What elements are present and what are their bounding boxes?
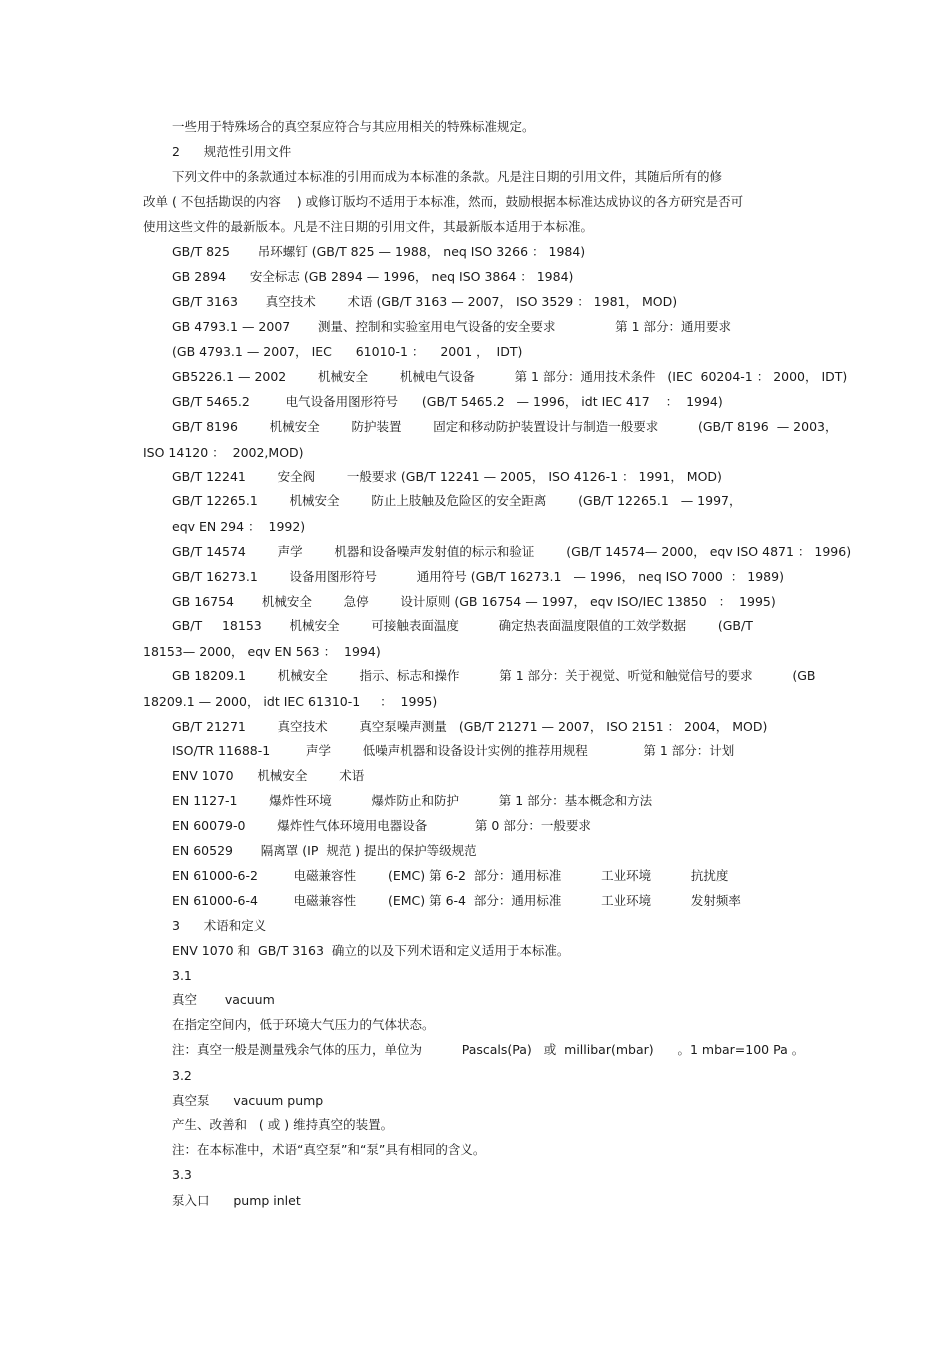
reference-line: GB/T 12265.1 机械安全 防止上肢触及危险区的安全距离 (GB/T 12265.1 — 1997， [172, 493, 742, 508]
term-note: 注：真空一般是测量残余气体的压力，单位为 Pascals(Pa) 或 millibar(mbar) 。1 mbar=100 Pa 。 [172, 1042, 805, 1057]
reference-line: EN 60529 隔离罩 (IP 规范 ) 提出的保护等级规范 [172, 843, 477, 858]
reference-line: ISO/TR 11688-1 声学 低噪声机器和设备设计实例的推荐用规程 第 1 部分：计划 [172, 743, 735, 758]
reference-line: GB/T 3163 真空技术 术语 (GB/T 3163 — 2007， ISO 3529 ： 1981， MOD) [172, 294, 678, 309]
section-heading: 2 规范性引用文件 [172, 144, 292, 159]
term-title: 泵入口 pump inlet [172, 1193, 301, 1208]
text-line: ENV 1070 和 GB/T 3163 确立的以及下列术语和定义适用于本标准。 [172, 943, 570, 958]
reference-line: GB 2894 安全标志 (GB 2894 — 1996， neq ISO 3864 ： 1984) [172, 269, 574, 284]
reference-line: 18153— 2000， eqv EN 563 ： 1994) [143, 644, 381, 659]
term-note: 注：在本标准中，术语“真空泵”和“泵”具有相同的含义。 [172, 1142, 486, 1157]
reference-line: (GB 4793.1 — 2007， IEC 61010-1 ： 2001 ， IDT) [172, 344, 523, 359]
reference-line: GB 4793.1 — 2007 测量、控制和实验室用电气设备的安全要求 第 1 部分：通用要求 [172, 319, 732, 334]
term-definition: 在指定空间内，低于环境大气压力的气体状态。 [172, 1017, 435, 1032]
reference-line: GB/T 16273.1 设备用图形符号 通用符号 (GB/T 16273.1 — 1996， neq ISO 7000 ： 1989) [172, 569, 784, 584]
term-number: 3.2 [172, 1068, 192, 1083]
reference-line: GB/T 8196 机械安全 防护装置 固定和移动防护装置设计与制造一般要求 (GB/T 8196 — 2003， [172, 419, 838, 434]
reference-line: GB 16754 机械安全 急停 设计原则 (GB 16754 — 1997， eqv ISO/IEC 13850 ： 1995) [172, 594, 776, 609]
term-number: 3.3 [172, 1167, 192, 1182]
reference-line: GB/T 18153 机械安全 可接触表面温度 确定热表面温度限值的工效学数据 (GB/T [172, 618, 753, 633]
text-line: 使用这些文件的最新版本。凡是不注日期的引用文件，其最新版本适用于本标准。 [143, 219, 594, 234]
term-number: 3.1 [172, 968, 192, 983]
reference-line: GB 18209.1 机械安全 指示、标志和操作 第 1 部分：关于视觉、听觉和触觉信号的要求 (GB [172, 668, 816, 683]
reference-line: GB/T 5465.2 电气设备用图形符号 (GB/T 5465.2 — 1996， idt IEC 417 ： 1994) [172, 394, 723, 409]
term-title: 真空泵 vacuum pump [172, 1093, 324, 1108]
term-definition: 产生、改善和 ( 或 ) 维持真空的装置。 [172, 1117, 394, 1132]
reference-line: EN 61000-6-4 电磁兼容性 (EMC) 第 6-4 部分：通用标准 工业环境 发射频率 [172, 893, 741, 908]
text-line: 一些用于特殊场合的真空泵应符合与其应用相关的特殊标准规定。 [172, 119, 535, 134]
term-title: 真空 vacuum [172, 992, 275, 1007]
reference-line: eqv EN 294 ： 1992) [172, 519, 306, 534]
reference-line: GB/T 825 吊环螺钉 (GB/T 825 — 1988， neq ISO 3266 ： 1984) [172, 244, 586, 259]
reference-line: EN 61000-6-2 电磁兼容性 (EMC) 第 6-2 部分：通用标准 工业环境 抗扰度 [172, 868, 729, 883]
text-line: 改单 ( 不包括勘误的内容 ) 或修订版均不适用于本标准，然而，鼓励根据本标准达成协议的各方研究是否可 [143, 194, 744, 209]
section-heading: 3 术语和定义 [172, 918, 267, 933]
reference-line: GB/T 12241 安全阀 一般要求 (GB/T 12241 — 2005， ISO 4126-1 ： 1991， MOD) [172, 469, 722, 484]
reference-line: GB/T 14574 声学 机器和设备噪声发射值的标示和验证 (GB/T 14574— 2000， eqv ISO 4871 ： 1996) [172, 544, 852, 559]
reference-line: EN 1127-1 爆炸性环境 爆炸防止和防护 第 1 部分：基本概念和方法 [172, 793, 653, 808]
reference-line: 18209.1 — 2000， idt IEC 61310-1 ： 1995) [143, 694, 438, 709]
reference-line: GB5226.1 — 2002 机械安全 机械电气设备 第 1 部分：通用技术条件 (IEC 60204-1 ： 2000， IDT) [172, 369, 848, 384]
text-line: 下列文件中的条款通过本标准的引用而成为本标准的条款。凡是注日期的引用文件，其随后所有的修 [172, 169, 723, 184]
reference-line: EN 60079-0 爆炸性气体环境用电器设备 第 0 部分：一般要求 [172, 818, 591, 833]
reference-line: ISO 14120 ： 2002,MOD) [143, 445, 304, 460]
reference-line: GB/T 21271 真空技术 真空泵噪声测量 (GB/T 21271 — 2007， ISO 2151 ： 2004， MOD) [172, 719, 768, 734]
reference-line: ENV 1070 机械安全 术语 [172, 768, 365, 783]
